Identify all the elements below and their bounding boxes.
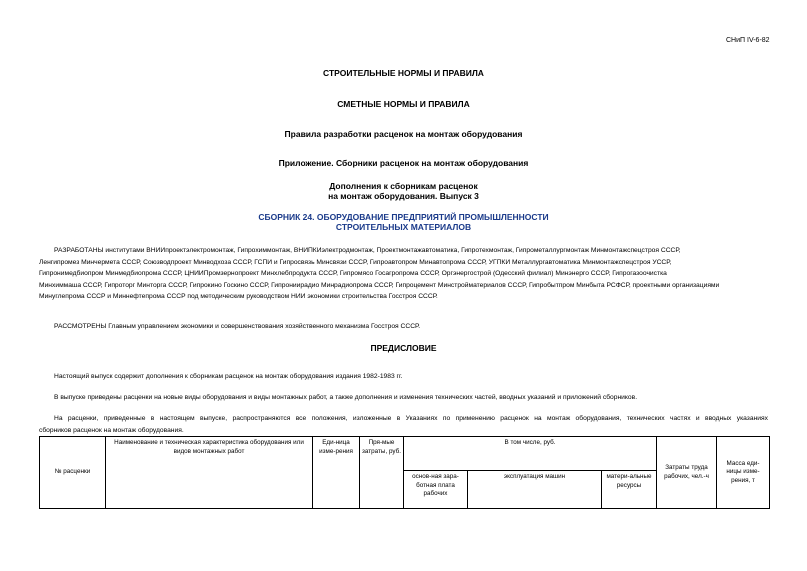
developed-by-line: Минхиммаша СССР, Гипроторг Минторга СССР, Гипрокино Госкино СССР, Гипрониирадио Минрадиопрома СССР, Гипроцемент Минстройматериалов СССР, Гипробытпром Минбыта РСФСР, проектными организациями: [39, 281, 720, 289]
title-appendix: Приложение. Сборники расценок на монтаж оборудования: [278, 158, 529, 168]
title-rules: Правила разработки расценок на монтаж оборудования: [284, 129, 523, 139]
header-base-wages: основ-ная зара-ботная плата рабочих: [404, 471, 468, 509]
header-labor-costs: Затраты труда рабочих, чел.-ч: [657, 437, 717, 509]
developed-by-line: Гипронимедбиопром Минмедбиопрома СССР, ЦНИИПромзернопроект Минхлебпродукта СССР, Гипромясо Госагропрома СССР, Оргэнергострой (Одесский филиал) Минэнерго СССР, Гипрогазоочистка: [39, 270, 667, 278]
intro-paragraph-2: В выпуске приведены расценки на новые виды оборудования и виды монтажных работ, а также дополнения и изменения технических частей, вводных указаний и приложений сборников.: [54, 394, 638, 401]
reviewed-by-paragraph: РАССМОТРЕНЫ Главным управлением экономики и совершенствования хозяйственного механизма Госстроя СССР.: [54, 323, 421, 330]
developed-by-line: РАЗРАБОТАНЫ институтами ВНИИпроектэлектромонтаж, Гипрохиммонтаж, ВНИПКИэлектродмонтаж, Проектмонтажавтоматика, Гипротехмонтаж, Гипрометаллургмонтаж Минмонтажспецстроя СССР,: [54, 247, 681, 254]
developed-by-line: Минуглепрома СССР и Миннефтепрома СССР под методическим руководством НИИ экономики строительства Госстроя СССР.: [39, 293, 438, 301]
preface-heading: ПРЕДИСЛОВИЕ: [370, 343, 437, 353]
header-equipment-name: Наименование и техническая характеристика оборудования или видов монтажных работ: [106, 437, 313, 509]
intro-paragraph-1: Настоящий выпуск содержит дополнения к сборникам расценок на монтаж оборудования издания 1982-1983 гг.: [54, 373, 403, 380]
intro-paragraph-3-line: На расценки, приведенные в настоящем выпуске, распространяются все положения, изложенные в Указаниях по применению расценок на монтаж оборудования, технических частях и вводных указаниях: [54, 415, 768, 422]
rates-table-header: [39, 436, 770, 509]
header-direct-costs: Пря-мые затраты, руб.: [360, 437, 404, 509]
title-additions-line2: на монтаж оборудования. Выпуск 3: [328, 191, 479, 201]
header-unit-mass: Масса еди-ницы изме-рения, т: [717, 437, 770, 509]
document-code: СНиП IV-6-82: [726, 37, 770, 44]
intro-paragraph-3-line: сборников расценок на монтаж оборудования.: [39, 426, 184, 434]
title-additions: [0, 181, 807, 201]
developed-by-line: Ленгипромез Минчермета СССР, Союзводпроект Минводхоза СССР, ГСПИ и Гипросвязь Минсвязи СССР, Гипроавтопром Минавтопрома СССР, УГПКИ Металлургавтоматика Минмонтажспецстроя УССР,: [39, 258, 672, 266]
header-material-resources: матери-альные ресурсы: [602, 471, 657, 509]
title-additions-line1: Дополнения к сборникам расценок: [329, 181, 478, 191]
title-building-norms: СТРОИТЕЛЬНЫЕ НОРМЫ И ПРАВИЛА: [323, 68, 484, 78]
title-collection-line2: СТРОИТЕЛЬНЫХ МАТЕРИАЛОВ: [335, 222, 472, 232]
header-including: В том числе, руб.: [404, 437, 657, 471]
title-collection: [0, 212, 807, 232]
intro-paragraph-3: [39, 413, 768, 436]
title-estimate-norms: СМЕТНЫЕ НОРМЫ И ПРАВИЛА: [337, 99, 470, 109]
header-machine-operation: эксплуатация машин: [468, 471, 602, 509]
header-unit: Еди-ница изме-рения: [313, 437, 360, 509]
developed-by-paragraph: [39, 245, 807, 303]
title-collection-line1: СБОРНИК 24. ОБОРУДОВАНИЕ ПРЕДПРИЯТИЙ ПРОМЫШЛЕННОСТИ: [258, 212, 549, 222]
header-rate-number: № расценки: [40, 437, 106, 509]
